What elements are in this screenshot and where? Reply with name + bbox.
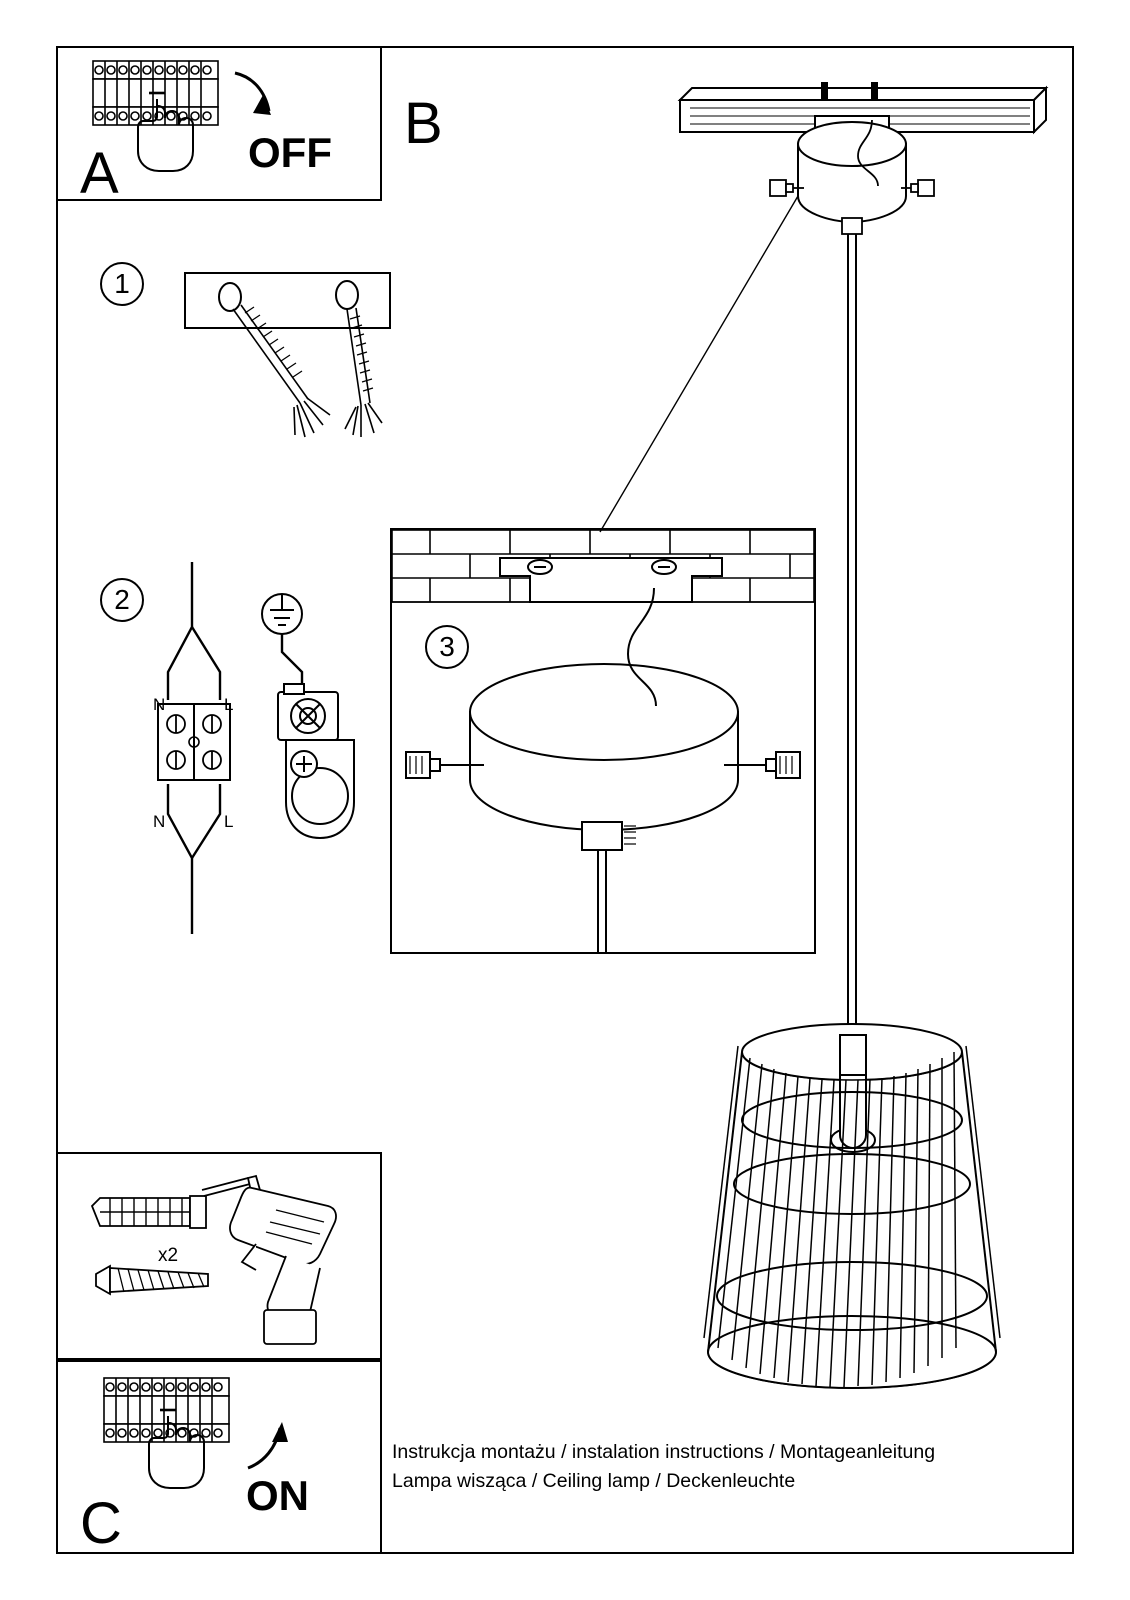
step-2-number: 2 <box>100 578 144 622</box>
step-1-bracket-screws-diagram <box>175 265 485 465</box>
terminal-label-l-bottom: L <box>224 812 234 831</box>
fuse-box-on-icon <box>96 1372 336 1507</box>
footer-text <box>392 1438 935 1496</box>
hardware-quantity-label: x2 <box>158 1245 179 1266</box>
panel-b-letter: B <box>404 91 443 156</box>
panel-c-letter: C <box>80 1491 122 1556</box>
panel-a-action-label: OFF <box>248 129 332 176</box>
step-2-wiring-diagram <box>150 552 400 952</box>
footer-line-2: Lampa wisząca / Ceiling lamp / Deckenleuchte <box>392 1470 796 1492</box>
step-1-number: 1 <box>100 262 144 306</box>
panel-c-action-label: ON <box>246 1472 309 1519</box>
terminal-label-n-bottom: N <box>153 812 166 831</box>
footer-line-1: Instrukcja montażu / instalation instructions / Montageanleitung <box>392 1441 936 1463</box>
terminal-label-l-top: L <box>224 695 234 714</box>
hardware-icons <box>80 1170 360 1345</box>
panel-a-letter: A <box>80 141 119 206</box>
panel-b-lamp-assembly <box>590 80 1070 1430</box>
step-3-number: 3 <box>425 625 469 669</box>
fuse-box-off-icon <box>85 55 325 185</box>
terminal-label-n-top: N <box>153 695 166 714</box>
